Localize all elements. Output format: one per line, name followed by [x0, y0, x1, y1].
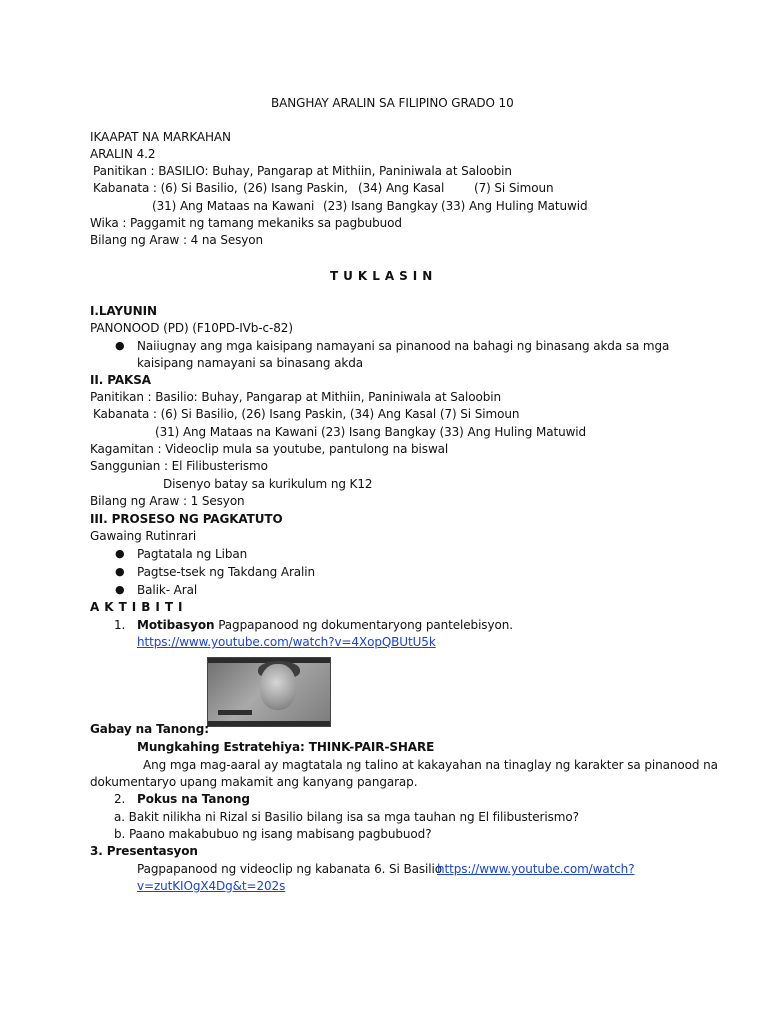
- paragraph-text: Ang mga mag-aaral ay magtatala ng talino at kakayahan na tinaglay ng karakter sa pinanood na: [143, 758, 718, 772]
- pokus-heading: Pokus na Tanong: [137, 792, 250, 806]
- kabanata-item: (34) Ang Kasal: [358, 181, 445, 195]
- bilang-araw-line: Bilang ng Araw : 4 na Sesyon: [90, 233, 264, 247]
- gabay-heading: Gabay na Tanong:: [90, 722, 209, 736]
- youtube-link[interactable]: https://www.youtube.com/watch?v=4XopQBUtU5k: [137, 635, 436, 649]
- youtube-link-2[interactable]: https://www.youtube.com/watch?: [437, 862, 635, 876]
- paragraph-text: dokumentaryo upang makamit ang kanyang pangarap.: [90, 775, 418, 789]
- markahan-label: IKAAPAT NA MARKAHAN: [90, 130, 231, 144]
- aktibiti-heading: AKTIBITI: [90, 600, 188, 614]
- wika-line: Wika : Paggamit ng tamang mekaniks sa pagbubuod: [90, 216, 402, 230]
- sanggunian-line: Sanggunian : El Filibusterismo: [90, 459, 268, 473]
- list-item: Pagtatala ng Liban: [137, 547, 248, 561]
- kabanata-item: (31) Ang Mataas na Kawani: [152, 199, 315, 213]
- kabanata-item: (26) Isang Paskin,: [243, 181, 348, 195]
- tuklasin-heading: TUKLASIN: [330, 269, 438, 283]
- document-title: BANGHAY ARALIN SA FILIPINO GRADO 10: [271, 96, 514, 110]
- paksa-bilang-araw: Bilang ng Araw : 1 Sesyon: [90, 494, 245, 508]
- disenyo-line: Disenyo batay sa kurikulum ng K12: [163, 477, 373, 491]
- gawain-line: Gawaing Rutinrari: [90, 529, 197, 543]
- panitikan-line: Panitikan : BASILIO: Buhay, Pangarap at Mithiin, Paniniwala at Saloobin: [93, 164, 512, 178]
- bullet-icon: ●: [115, 565, 125, 578]
- video-bottom-bar: [208, 721, 330, 726]
- motibasyon-line: [137, 617, 513, 634]
- paksa-kabanata: Kabanata : (6) Si Basilio, (26) Isang Paskin, (34) Ang Kasal (7) Si Simoun: [93, 407, 520, 421]
- motibasyon-label: Motibasyon: [137, 618, 215, 632]
- bullet-icon: ●: [115, 547, 125, 560]
- layunin-bullet-text: Naiiugnay ang mga kaisipang namayani sa pinanood na bahagi ng binasang akda sa mga: [137, 339, 670, 353]
- panonood-line: PANONOOD (PD) (F10PD-IVb-c-82): [90, 321, 293, 335]
- presentasyon-heading: 3. Presentasyon: [90, 844, 198, 858]
- question-a: a. Bakit nilikha ni Rizal si Basilio bilang isa sa mga tauhan ng El filibusterismo?: [114, 810, 579, 824]
- kabanata-item: (33) Ang Huling Matuwid: [441, 199, 588, 213]
- proseso-heading: III. PROSESO NG PAGKATUTO: [90, 512, 283, 526]
- kagamitan-line: Kagamitan : Videoclip mula sa youtube, pantulong na biswal: [90, 442, 449, 456]
- aralin-label: ARALIN 4.2: [90, 147, 156, 161]
- video-thumbnail[interactable]: [207, 657, 331, 727]
- list-item: Pagtse-tsek ng Takdang Aralin: [137, 565, 316, 579]
- motibasyon-text: Pagpapanood ng dokumentaryong pantelebisyon.: [218, 618, 513, 632]
- youtube-link-2-cont[interactable]: v=zutKIOgX4Dg&t=202s: [137, 879, 286, 893]
- list-item: Balik- Aral: [137, 583, 198, 597]
- paksa-kabanata: (31) Ang Mataas na Kawani (23) Isang Bangkay (33) Ang Huling Matuwid: [155, 425, 587, 439]
- video-figure-face: [260, 664, 296, 710]
- bullet-icon: ●: [115, 583, 125, 596]
- list-number: 2.: [114, 792, 126, 806]
- layunin-heading: I.LAYUNIN: [90, 304, 157, 318]
- paksa-heading: II. PAKSA: [90, 373, 151, 387]
- video-caption-bar: [218, 710, 252, 715]
- bullet-icon: ●: [115, 339, 125, 352]
- list-number: 1.: [114, 618, 126, 632]
- kabanata-item: (23) Isang Bangkay: [323, 199, 438, 213]
- layunin-bullet-text: kaisipang namayani sa binasang akda: [137, 356, 363, 370]
- paksa-panitikan: Panitikan : Basilio: Buhay, Pangarap at Mithiin, Paniniwala at Saloobin: [90, 390, 502, 404]
- kabanata-item: (7) Si Simoun: [474, 181, 554, 195]
- mungkahi-line: Mungkahing Estratehiya: THINK-PAIR-SHARE: [137, 740, 435, 754]
- kabanata-item: Kabanata : (6) Si Basilio,: [93, 181, 238, 195]
- question-b: b. Paano makabubuo ng isang mabisang pagbubuod?: [114, 827, 432, 841]
- presentasyon-text: Pagpapanood ng videoclip ng kabanata 6. Si Basilio: [137, 862, 442, 876]
